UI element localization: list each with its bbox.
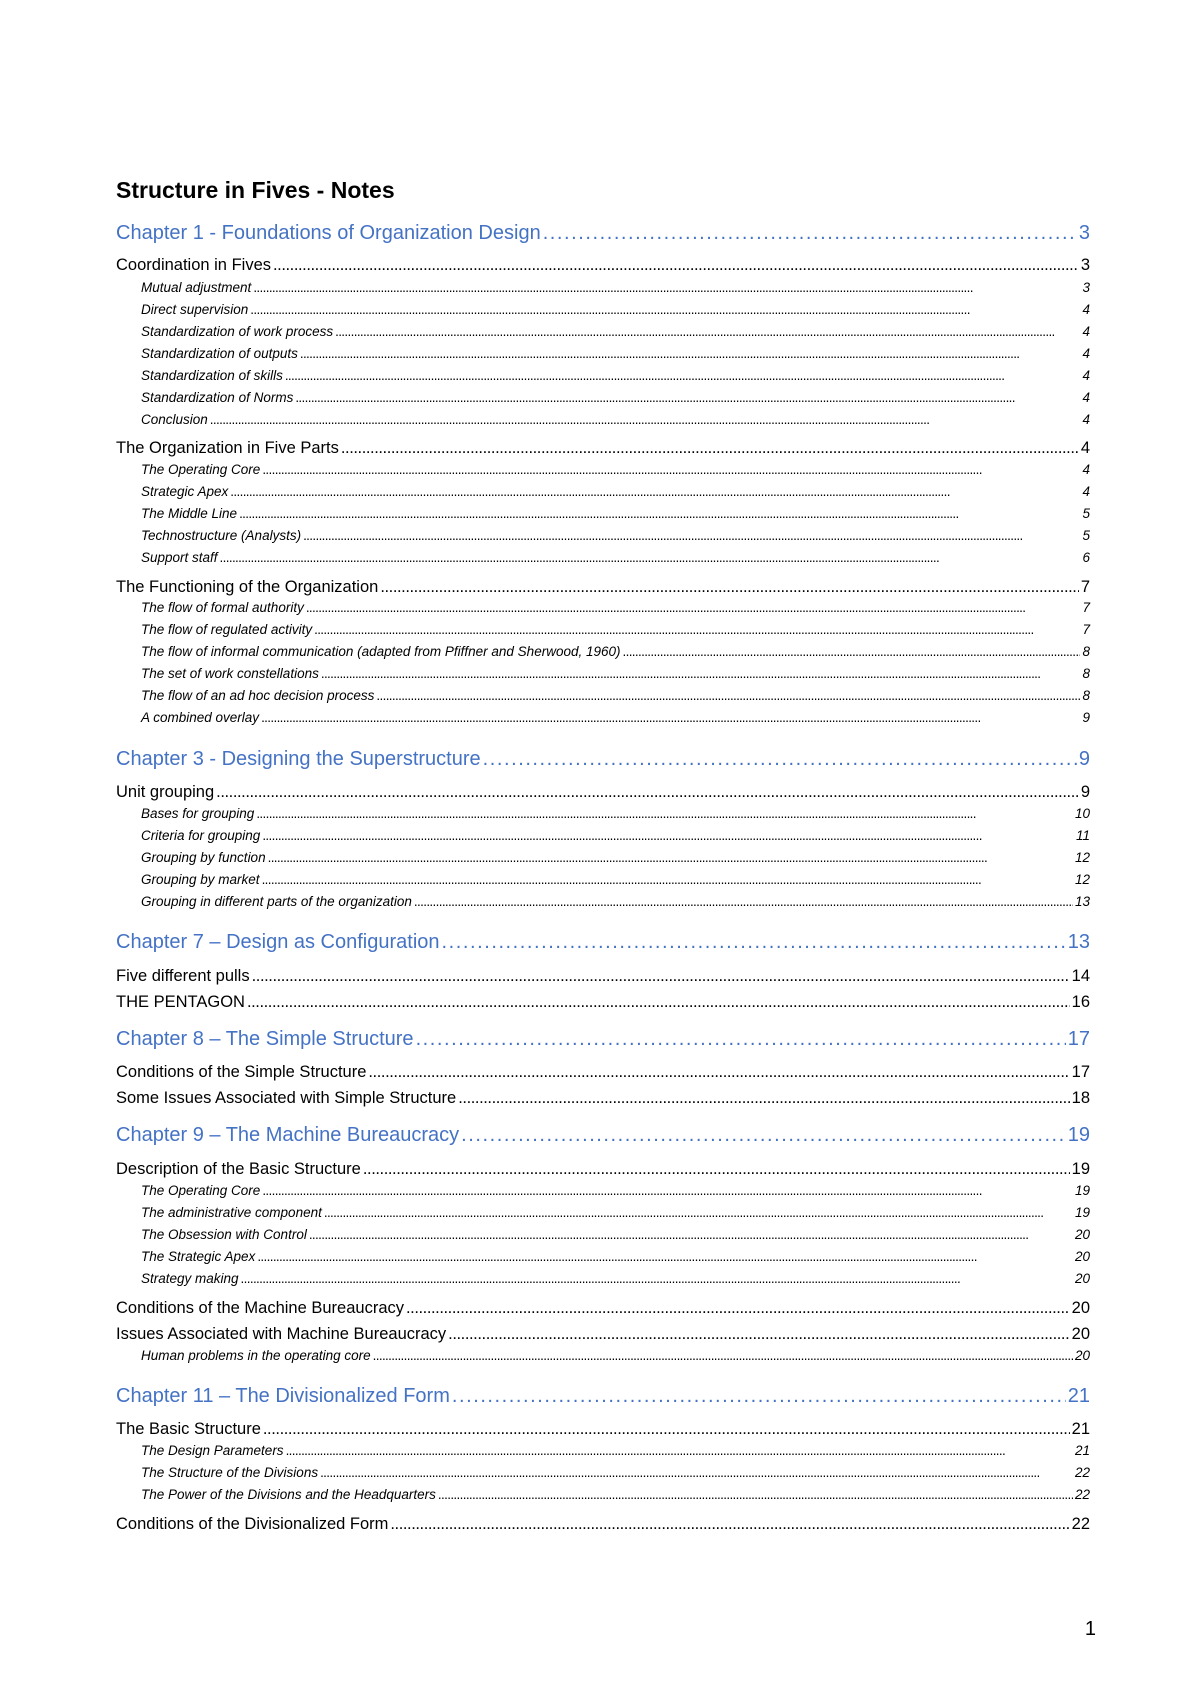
dot-leader (241, 1270, 1073, 1288)
toc-entry-title: Criteria for grouping (141, 828, 261, 843)
toc-entry-title: The set of work constellations (141, 666, 319, 681)
toc-entry-page: 4 (1082, 412, 1090, 427)
toc-entry-page: 4 (1082, 302, 1090, 317)
toc-subsection-entry[interactable] (141, 411, 1090, 429)
toc-section-entry[interactable] (116, 1513, 1090, 1535)
dot-leader (303, 527, 1080, 545)
toc-subsection-entry[interactable] (141, 483, 1090, 501)
toc-entry-page: 4 (1080, 439, 1090, 457)
toc-entry-page: 14 (1071, 967, 1090, 985)
dot-leader (263, 1418, 1070, 1440)
toc-entry-page: 20 (1074, 1271, 1090, 1286)
toc-entry-title: Conditions of the Machine Bureaucracy (116, 1299, 404, 1317)
dot-leader (295, 389, 1080, 407)
toc-entry-page: 20 (1074, 1348, 1090, 1363)
toc-section-entry[interactable] (116, 965, 1090, 987)
toc-entry-page: 3 (1078, 222, 1090, 244)
toc-entry-page: 4 (1082, 462, 1090, 477)
toc-entry-title: THE PENTAGON (116, 993, 245, 1011)
toc-subsection-entry[interactable] (141, 1226, 1090, 1244)
dot-leader (220, 549, 1081, 567)
dot-leader (262, 461, 1080, 479)
toc-entry-page: 3 (1082, 280, 1090, 295)
dot-leader (623, 643, 1081, 661)
toc-entry-title: The Operating Core (141, 1183, 261, 1198)
toc-entry-title: Chapter 7 – Design as Configuration (116, 931, 440, 953)
toc-entry-title: Coordination in Fives (116, 256, 271, 274)
dot-leader (452, 1383, 1066, 1409)
dot-leader (390, 1513, 1069, 1535)
toc-section-entry[interactable] (116, 781, 1090, 803)
toc-entry-title: A combined overlay (141, 710, 260, 725)
toc-entry-page: 7 (1080, 578, 1090, 596)
toc-entry-title: Conditions of the Simple Structure (116, 1063, 367, 1081)
toc-entry-page: 4 (1082, 368, 1090, 383)
toc-entry-title: Technostructure (Analysts) (141, 528, 302, 543)
toc-subsection-entry[interactable] (141, 1182, 1090, 1200)
toc-subsection-entry[interactable] (141, 279, 1090, 297)
toc-entry-page: 13 (1074, 894, 1090, 909)
toc-subsection-entry[interactable] (141, 709, 1090, 727)
toc-entry-page: 18 (1071, 1089, 1090, 1107)
dot-leader (239, 505, 1080, 523)
toc-entry-page: 4 (1082, 484, 1090, 499)
toc-entry-page: 11 (1075, 828, 1090, 843)
toc-entry-page: 19 (1067, 1124, 1090, 1146)
toc-subsection-entry[interactable] (141, 1204, 1090, 1222)
toc-entry-page: 8 (1082, 688, 1090, 703)
toc-entry-title: Mutual adjustment (141, 280, 252, 295)
toc-entry-title: Grouping by function (141, 850, 266, 865)
toc-entry-title: The Strategic Apex (141, 1249, 256, 1264)
dot-leader (458, 1087, 1069, 1109)
dot-leader (247, 991, 1070, 1013)
dot-leader (285, 367, 1081, 385)
toc-entry-page: 6 (1082, 550, 1090, 565)
toc-section-entry[interactable] (116, 1087, 1090, 1109)
toc-entry-title: The Middle Line (141, 506, 238, 521)
toc-entry-page: 10 (1074, 806, 1090, 821)
dot-leader (286, 1442, 1073, 1460)
toc-entry-title: Grouping by market (141, 872, 260, 887)
toc-entry-title: The Organization in Five Parts (116, 439, 339, 457)
toc-entry-title: The flow of informal communication (adapted from Pfiffner and Sherwood, 1960) (141, 644, 621, 659)
dot-leader (376, 687, 1080, 705)
toc-entry-title: Conclusion (141, 412, 208, 427)
toc-entry-title: The Obsession with Control (141, 1227, 307, 1242)
dot-leader (253, 279, 1080, 297)
toc-entry-page: 16 (1071, 993, 1090, 1011)
toc-entry-page: 8 (1082, 666, 1090, 681)
dot-leader (324, 1204, 1073, 1222)
toc-subsection-entry[interactable] (141, 1248, 1090, 1266)
toc-entry-page: 21 (1071, 1420, 1090, 1438)
toc-entry-title: Standardization of skills (141, 368, 283, 383)
toc-entry-page: 12 (1074, 872, 1090, 887)
toc-entry-title: Strategy making (141, 1271, 239, 1286)
toc-subsection-entry[interactable] (141, 599, 1090, 617)
toc-section-entry[interactable] (116, 437, 1090, 459)
dot-leader (483, 746, 1077, 772)
toc-entry-page: 13 (1067, 931, 1090, 953)
toc-subsection-entry[interactable] (141, 849, 1090, 867)
dot-leader (268, 849, 1073, 867)
dot-leader (309, 1226, 1073, 1244)
dot-leader (373, 1347, 1073, 1365)
toc-subsection-entry[interactable] (141, 665, 1090, 683)
toc-entry-page: 12 (1074, 850, 1090, 865)
toc-entry-page: 21 (1067, 1385, 1090, 1407)
toc-entry-page: 7 (1082, 622, 1090, 637)
toc-entry-page: 4 (1082, 390, 1090, 405)
toc-entry-page: 4 (1082, 346, 1090, 361)
dot-leader (300, 345, 1081, 363)
toc-entry-title: The administrative component (141, 1205, 322, 1220)
toc-subsection-entry[interactable] (141, 1464, 1090, 1482)
dot-leader (210, 411, 1081, 429)
toc-entry-page: 19 (1074, 1183, 1090, 1198)
dot-leader (461, 1122, 1066, 1148)
dot-leader (335, 323, 1080, 341)
toc-subsection-entry[interactable] (141, 527, 1090, 545)
dot-leader (341, 437, 1079, 459)
toc-entry-title: The flow of regulated activity (141, 622, 313, 637)
toc-entry-title: Human problems in the operating core (141, 1348, 371, 1363)
toc-entry-title: Grouping in different parts of the organization (141, 894, 412, 909)
toc-subsection-entry[interactable] (141, 805, 1090, 823)
toc-entry-title: Description of the Basic Structure (116, 1160, 361, 1178)
toc-entry-page: 5 (1082, 506, 1090, 521)
dot-leader (320, 1464, 1073, 1482)
toc-entry-title: Standardization of Norms (141, 390, 294, 405)
toc-entry-page: 20 (1074, 1227, 1090, 1242)
toc-subsection-entry[interactable] (141, 871, 1090, 889)
toc-entry-page: 22 (1074, 1465, 1090, 1480)
toc-subsection-entry[interactable] (141, 827, 1090, 845)
dot-leader (273, 254, 1079, 276)
toc-entry-title: Some Issues Associated with Simple Structure (116, 1089, 457, 1107)
toc-subsection-entry[interactable] (141, 1270, 1090, 1288)
dot-leader (314, 621, 1080, 639)
toc-entry-title: Support staff (141, 550, 218, 565)
toc-subsection-entry[interactable] (141, 1442, 1090, 1460)
toc-entry-title: Direct supervision (141, 302, 249, 317)
dot-leader (380, 576, 1078, 598)
dot-leader (368, 1061, 1069, 1083)
toc-entry-page: 17 (1071, 1063, 1090, 1081)
toc-section-entry[interactable] (116, 1323, 1090, 1345)
toc-entry-page: 7 (1082, 600, 1090, 615)
dot-leader (442, 929, 1066, 955)
toc-subsection-entry[interactable] (141, 893, 1090, 911)
dot-leader (257, 1248, 1073, 1266)
toc-subsection-entry[interactable] (141, 549, 1090, 567)
dot-leader (250, 301, 1080, 319)
toc-chapter-entry[interactable] (116, 1026, 1090, 1052)
dot-leader (262, 871, 1073, 889)
toc-entry-page: 22 (1071, 1515, 1090, 1533)
toc-entry-page: 8 (1082, 644, 1090, 659)
toc-subsection-entry[interactable] (141, 643, 1090, 661)
toc-entry-title: The Basic Structure (116, 1420, 261, 1438)
toc-entry-title: Issues Associated with Machine Bureaucracy (116, 1325, 447, 1343)
toc-entry-page: 21 (1074, 1443, 1090, 1458)
toc-subsection-entry[interactable] (141, 389, 1090, 407)
dot-leader (216, 781, 1079, 803)
table-of-contents (116, 0, 1090, 1698)
toc-entry-page: 20 (1071, 1325, 1090, 1343)
toc-entry-page: 4 (1082, 324, 1090, 339)
toc-entry-page: 9 (1082, 710, 1090, 725)
dot-leader (252, 965, 1070, 987)
dot-leader (438, 1486, 1073, 1504)
toc-section-entry[interactable] (116, 1297, 1090, 1319)
page-title: Structure in Fives - Notes (116, 177, 395, 203)
toc-subsection-entry[interactable] (141, 687, 1090, 705)
toc-entry-title: Chapter 11 – The Divisionalized Form (116, 1385, 450, 1407)
dot-leader (321, 665, 1081, 683)
toc-entry-title: Chapter 3 - Designing the Superstructure (116, 748, 481, 770)
toc-entry-page: 5 (1082, 528, 1090, 543)
toc-entry-title: The flow of an ad hoc decision process (141, 688, 375, 703)
toc-section-entry[interactable] (116, 254, 1090, 276)
dot-leader (230, 483, 1080, 501)
toc-entry-page: 9 (1080, 783, 1090, 801)
toc-chapter-entry[interactable] (116, 1122, 1090, 1148)
toc-subsection-entry[interactable] (141, 461, 1090, 479)
toc-entry-title: Bases for grouping (141, 806, 255, 821)
toc-entry-title: Strategic Apex (141, 484, 229, 499)
toc-entry-title: The Structure of the Divisions (141, 1465, 319, 1480)
toc-entry-title: The Power of the Divisions and the Headquarters (141, 1487, 436, 1502)
toc-entry-page: 19 (1071, 1160, 1090, 1178)
page-number: 1 (1084, 1618, 1096, 1640)
toc-chapter-entry[interactable] (116, 746, 1090, 772)
toc-entry-title: Chapter 9 – The Machine Bureaucracy (116, 1124, 460, 1146)
toc-chapter-entry[interactable] (116, 220, 1090, 246)
toc-entry-title: Unit grouping (116, 783, 215, 801)
toc-chapter-entry[interactable] (116, 929, 1090, 955)
toc-subsection-entry[interactable] (141, 323, 1090, 341)
dot-leader (363, 1158, 1070, 1180)
toc-section-entry[interactable] (116, 1061, 1090, 1083)
dot-leader (306, 599, 1081, 617)
toc-subsection-entry[interactable] (141, 301, 1090, 319)
dot-leader (414, 893, 1073, 911)
toc-entry-page: 3 (1080, 256, 1090, 274)
toc-subsection-entry[interactable] (141, 1486, 1090, 1504)
toc-entry-page: 9 (1078, 748, 1090, 770)
toc-entry-title: The Operating Core (141, 462, 261, 477)
toc-entry-title: Chapter 8 – The Simple Structure (116, 1028, 414, 1050)
toc-entry-title: Five different pulls (116, 967, 250, 985)
toc-entry-title: Chapter 1 - Foundations of Organization Design (116, 222, 541, 244)
toc-entry-title: The Functioning of the Organization (116, 578, 379, 596)
toc-subsection-entry[interactable] (141, 505, 1090, 523)
dot-leader (416, 1026, 1066, 1052)
toc-section-entry[interactable] (116, 1158, 1090, 1180)
dot-leader (262, 827, 1074, 845)
toc-subsection-entry[interactable] (141, 1347, 1090, 1365)
dot-leader (543, 220, 1077, 246)
toc-entry-title: Standardization of outputs (141, 346, 298, 361)
toc-entry-title: Standardization of work process (141, 324, 334, 339)
toc-entry-title: Conditions of the Divisionalized Form (116, 1515, 389, 1533)
dot-leader (448, 1323, 1069, 1345)
toc-section-entry[interactable] (116, 991, 1090, 1013)
toc-entry-title: The flow of formal authority (141, 600, 304, 615)
toc-section-entry[interactable] (116, 576, 1090, 598)
toc-entry-page: 17 (1067, 1028, 1090, 1050)
dot-leader (256, 805, 1073, 823)
toc-chapter-entry[interactable] (116, 1383, 1090, 1409)
toc-subsection-entry[interactable] (141, 621, 1090, 639)
toc-entry-title: The Design Parameters (141, 1443, 284, 1458)
toc-subsection-entry[interactable] (141, 345, 1090, 363)
toc-entry-page: 22 (1074, 1487, 1090, 1502)
dot-leader (261, 709, 1080, 727)
dot-leader (406, 1297, 1070, 1319)
toc-entry-page: 20 (1074, 1249, 1090, 1264)
toc-entry-page: 19 (1074, 1205, 1090, 1220)
toc-entry-page: 20 (1071, 1299, 1090, 1317)
toc-section-entry[interactable] (116, 1418, 1090, 1440)
dot-leader (262, 1182, 1073, 1200)
toc-subsection-entry[interactable] (141, 367, 1090, 385)
